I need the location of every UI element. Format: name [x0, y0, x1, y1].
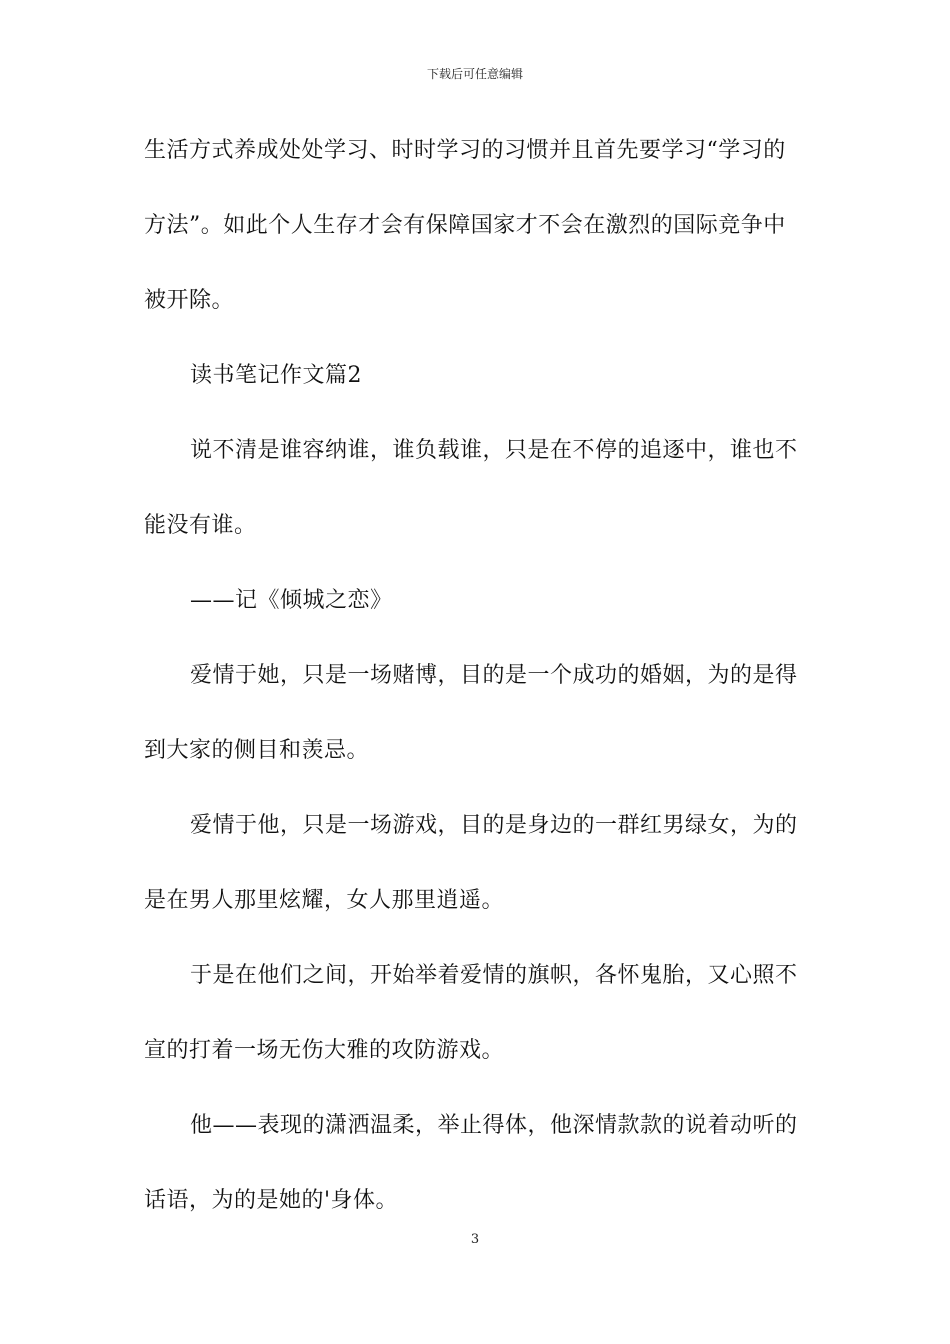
paragraph-line: 于是在他们之间，开始举着爱情的旗帜，各怀鬼胎，又心照不 — [190, 963, 798, 988]
paragraph-line: 宣的打着一场无伤大雅的攻防游戏。 — [144, 1038, 505, 1063]
paragraph-line: 话语，为的是她的'身体。 — [144, 1188, 399, 1213]
paragraph-line: 说不清是谁容纳谁，谁负载谁，只是在不停的追逐中，谁也不 — [190, 438, 798, 463]
page-header: 下载后可任意编辑 — [426, 67, 523, 81]
paragraph-line: ——记《倾城之恋》 — [190, 588, 393, 613]
page-number: 3 — [470, 1232, 480, 1247]
paragraph-line: 生活方式养成处处学习、时时学习的习惯并且首先要学习“学习的 — [144, 138, 786, 163]
paragraph-line: 是在男人那里炫耀，女人那里逍遥。 — [144, 888, 505, 913]
paragraph-line: 到大家的侧目和羡忌。 — [144, 738, 370, 763]
paragraph-line: 他——表现的潇洒温柔，举止得体，他深情款款的说着动听的 — [190, 1113, 798, 1138]
paragraph-line: 被开除。 — [144, 288, 235, 313]
paragraph-line: 方法”。如此个人生存才会有保障国家才不会在激烈的国际竞争中 — [144, 213, 786, 238]
paragraph-line: 爱情于他，只是一场游戏，目的是身边的一群红男绿女，为的 — [190, 813, 798, 838]
paragraph-line: 爱情于她，只是一场赌博，目的是一个成功的婚姻，为的是得 — [190, 663, 798, 688]
section-heading: 读书笔记作文篇2 — [190, 363, 362, 388]
paragraph-line: 能没有谁。 — [144, 513, 257, 538]
